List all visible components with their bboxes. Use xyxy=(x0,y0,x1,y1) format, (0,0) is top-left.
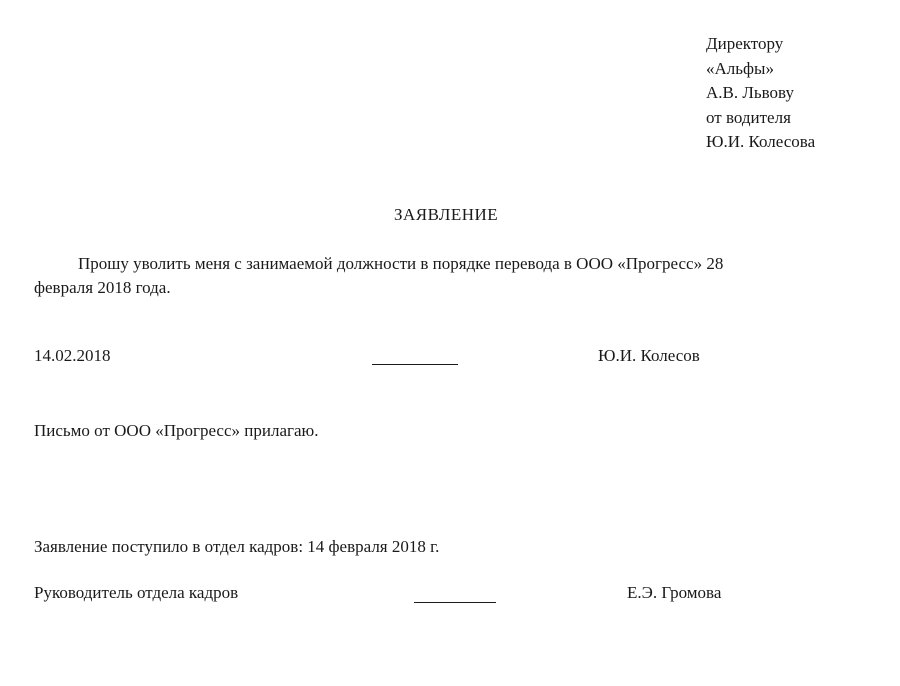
attachment-note: Письмо от ООО «Прогресс» прилагаю. xyxy=(34,421,319,440)
document-title: ЗАЯВЛЕНИЕ xyxy=(394,205,499,224)
body-text-line-2: февраля 2018 года. xyxy=(34,278,171,297)
hr-signature-line xyxy=(414,582,496,603)
received-note: Заявление поступило в отдел кадров: 14 февраля 2018 г. xyxy=(34,537,440,556)
sender-name: Ю.И. Колесова xyxy=(706,132,816,151)
applicant-signature-line xyxy=(372,344,458,365)
addressee-name: А.В. Львову xyxy=(706,83,795,102)
body-text-line-1: Прошу уволить меня с занимаемой должности в порядке перевода в ООО «Прогресс» 28 xyxy=(78,254,724,273)
applicant-name: Ю.И. Колесов xyxy=(598,346,700,365)
application-date: 14.02.2018 xyxy=(34,346,111,365)
addressee-block xyxy=(706,32,815,155)
addressee-company: «Альфы» xyxy=(706,58,774,78)
sender-position: от водителя xyxy=(706,107,791,127)
hr-head-position: Руководитель отдела кадров xyxy=(34,583,239,602)
hr-head-name: Е.Э. Громова xyxy=(627,583,722,602)
addressee-position: Директору xyxy=(706,34,784,53)
